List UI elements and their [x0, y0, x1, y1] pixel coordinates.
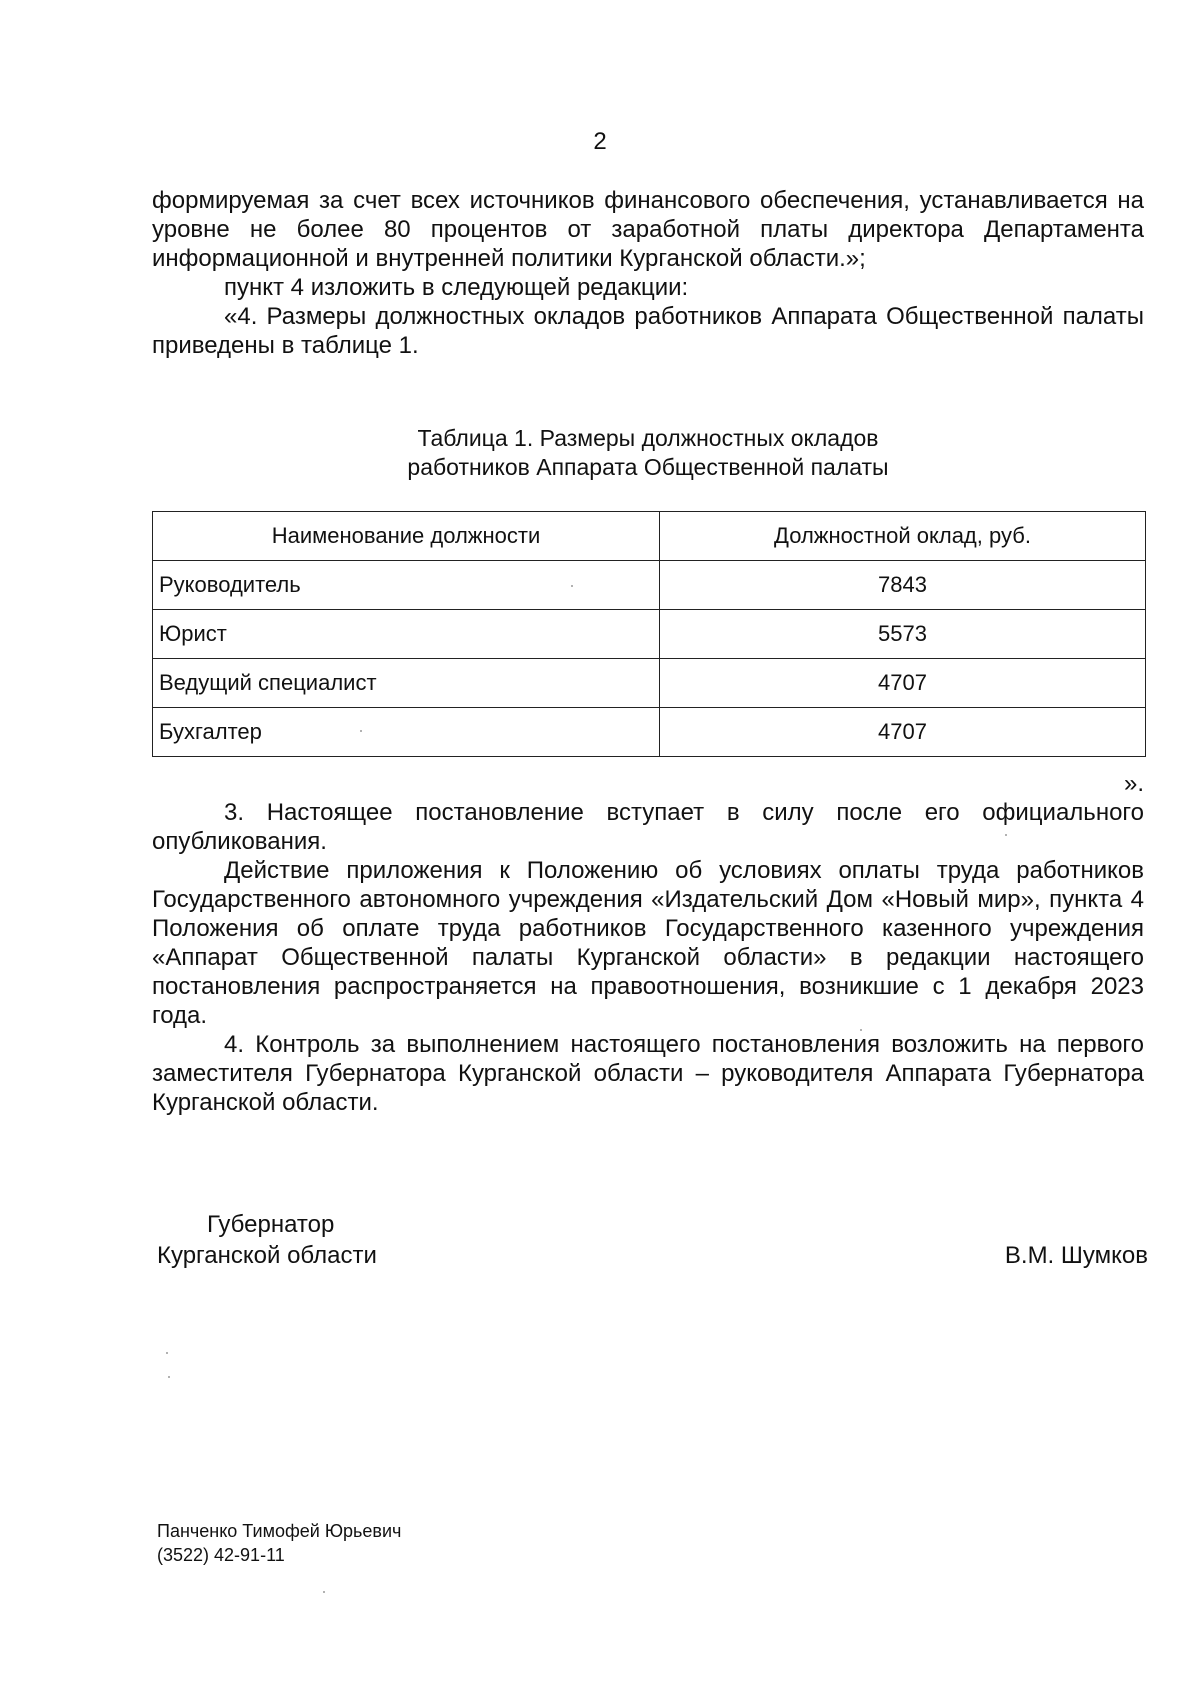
paragraph-point3: 3. Настоящее постановление вступает в силу после его официального опубликования. [152, 799, 1144, 855]
paragraph-effect: Действие приложения к Положению об условиях оплаты труда работников Государственного автономного учреждения «Издательский Дом «Новый мир», пункта 4 Положения об оплате труда работников Государственного казенного учреждения «Аппарат Общественной палаты Курганской области» в редакции настоящего постановления распространяется на правоотношения, возникшие с 1 декабря 2023 года. [152, 857, 1144, 1029]
cell-position: Ведущий специалист [153, 659, 660, 708]
cell-position: Бухгалтер [153, 708, 660, 757]
paragraph-point4-control: 4. Контроль за выполнением настоящего постановления возложить на первого заместителя Губернатора Курганской области – руководителя Аппарата Губернатора Курганской области. [152, 1031, 1144, 1116]
cell-position: Юрист [153, 610, 660, 659]
quote-close-mark: ». [1123, 770, 1144, 797]
paragraph-point4-intro: пункт 4 изложить в следующей редакции: [224, 274, 689, 301]
scan-speck [168, 1376, 170, 1378]
scan-speck [860, 1029, 862, 1031]
cell-salary: 4707 [660, 708, 1146, 757]
page-number: 2 [593, 128, 607, 155]
scan-speck [360, 730, 362, 732]
table-header-row [153, 512, 1146, 561]
table-row [153, 708, 1146, 757]
scan-speck [571, 585, 573, 587]
scan-speck [1005, 834, 1007, 836]
table-caption-line1: Таблица 1. Размеры должностных окладов [417, 425, 879, 451]
header-position: Наименование должности [153, 512, 660, 561]
salary-table [152, 511, 1146, 757]
cell-salary: 5573 [660, 610, 1146, 659]
signatory-title [157, 1209, 377, 1271]
signatory-title-line2: Курганской области [157, 1242, 377, 1269]
scan-speck [166, 1352, 168, 1354]
signatory-name: В.М. Шумков [1004, 1242, 1148, 1269]
table-row [153, 561, 1146, 610]
executor-name: Панченко Тимофей Юрьевич [157, 1521, 402, 1541]
resolution-text-block [152, 798, 1144, 1117]
paragraph-point4-text: «4. Размеры должностных окладов работников Аппарата Общественной палаты приведены в таблице 1. [152, 303, 1144, 359]
cell-position: Руководитель [153, 561, 660, 610]
paragraph-salary-limit: формируемая за счет всех источников финансового обеспечения, устанавливается на уровне не более 80 процентов от заработной платы директора Департамента информационной и внутренней политики Курганской области.»; [152, 187, 1144, 272]
executor-phone: (3522) 42-91-11 [157, 1545, 285, 1565]
table-row [153, 610, 1146, 659]
table-row [153, 659, 1146, 708]
scan-speck [323, 1591, 325, 1593]
cell-salary: 7843 [660, 561, 1146, 610]
signatory-title-line1: Губернатор [207, 1211, 335, 1238]
executor-contact [157, 1519, 401, 1567]
table-caption [152, 424, 1144, 482]
intro-text-block [152, 186, 1144, 360]
cell-salary: 4707 [660, 659, 1146, 708]
header-salary: Должностной оклад, руб. [660, 512, 1146, 561]
table-caption-line2: работников Аппарата Общественной палаты [407, 454, 889, 480]
